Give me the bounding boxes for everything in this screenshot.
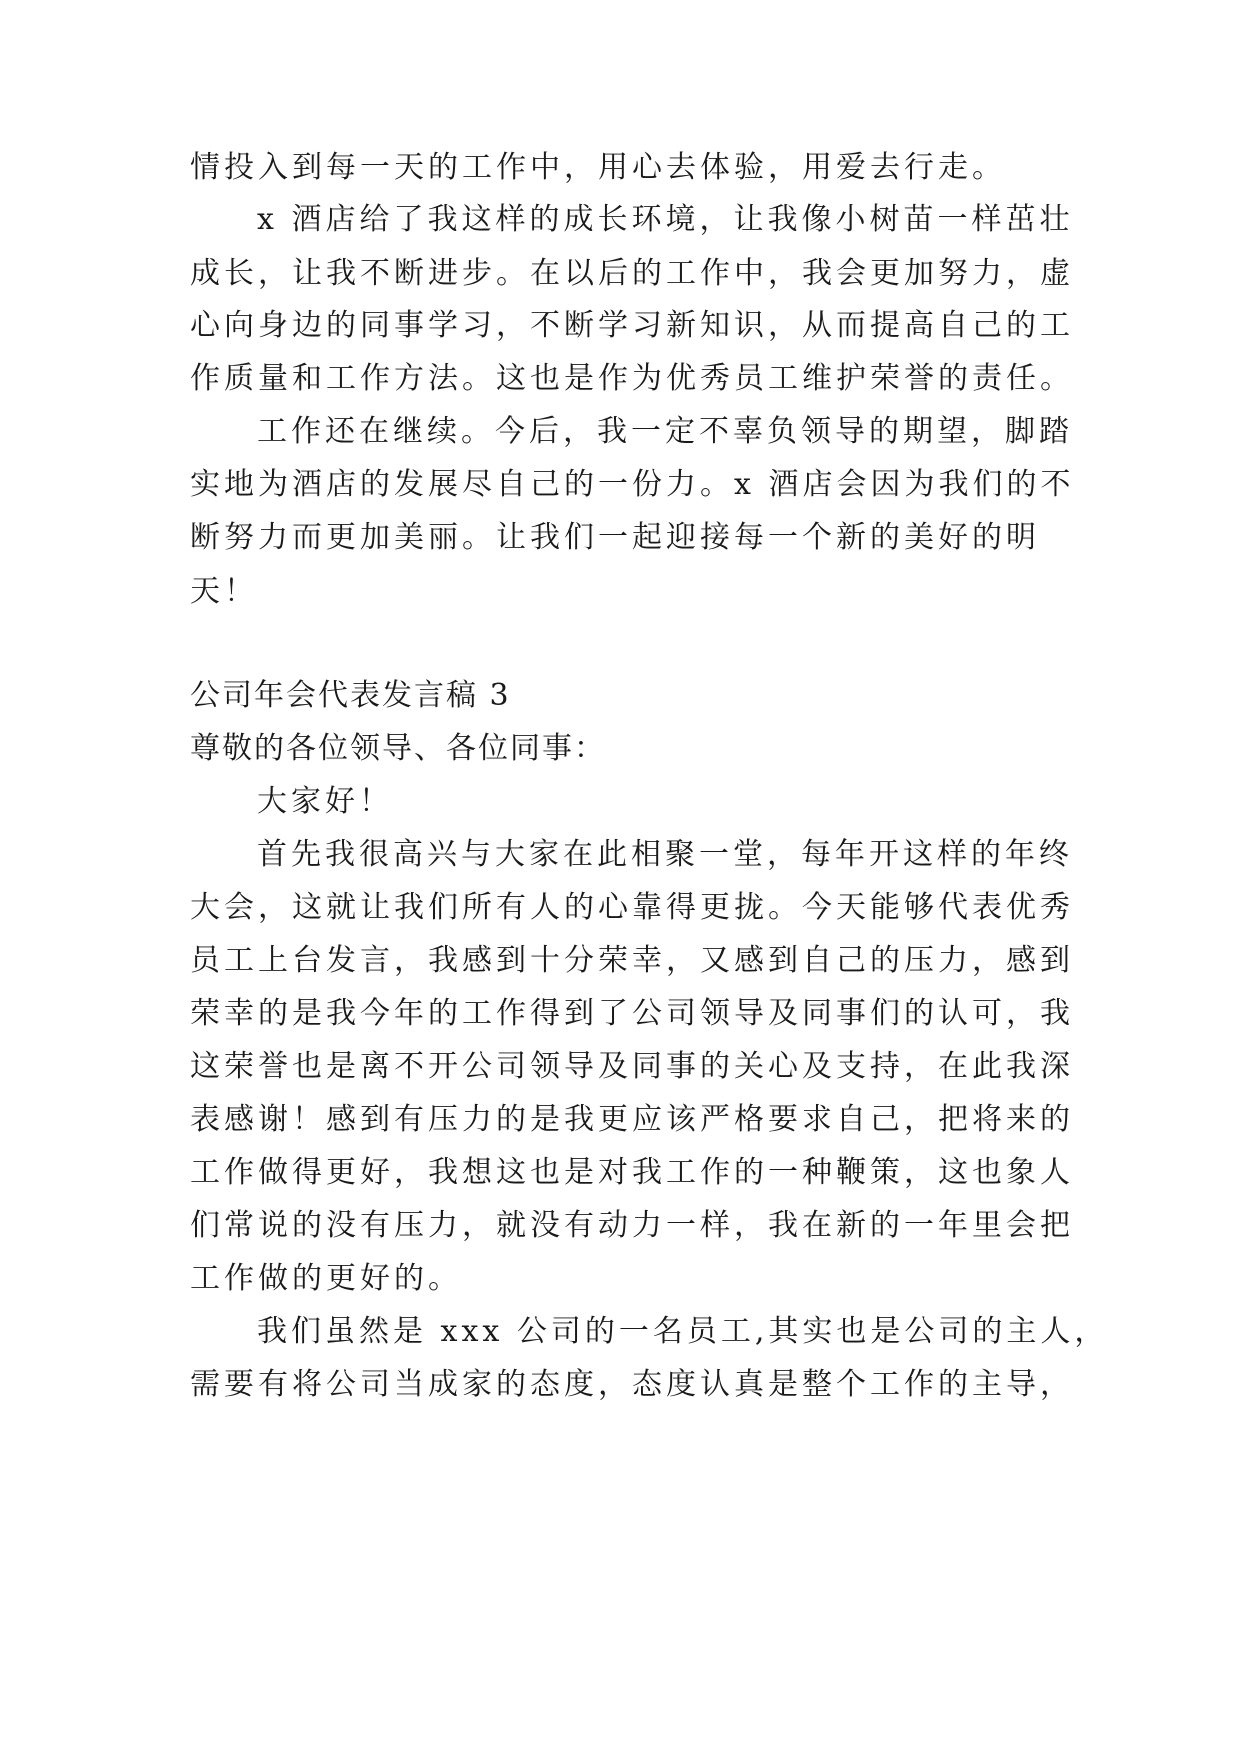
- text-line: 员工上台发言，我感到十分荣幸，又感到自己的压力，感到: [190, 943, 1074, 978]
- text-line: 实地为酒店的发展尽自己的一份力。x 酒店会因为我们的不: [190, 467, 1075, 502]
- text-line: 工作还在继续。今后，我一定不辜负领导的期望，脚踏: [257, 414, 1073, 449]
- text-line: 需要有将公司当成家的态度，态度认真是整个工作的主导，: [190, 1367, 1074, 1402]
- text-line: 天！: [190, 574, 258, 609]
- text-line: 这荣誉也是离不开公司领导及同事的关心及支持，在此我深: [190, 1049, 1074, 1084]
- text-line: 工作做的更好的。: [190, 1261, 462, 1296]
- text-line: 们常说的没有压力，就没有动力一样，我在新的一年里会把: [190, 1208, 1074, 1243]
- text-line: 工作做得更好，我想这也是对我工作的一种鞭策，这也象人: [190, 1155, 1074, 1190]
- text-line: 我们虽然是 xxx 公司的一名员工,其实也是公司的主人，: [257, 1314, 1109, 1349]
- greeting: 大家好！: [257, 784, 393, 819]
- text-line: 荣幸的是我今年的工作得到了公司领导及同事们的认可，我: [190, 996, 1074, 1031]
- salutation: 尊敬的各位领导、各位同事：: [190, 731, 606, 766]
- section-title: 公司年会代表发言稿 3: [190, 678, 511, 713]
- text-line: 表感谢！感到有压力的是我更应该严格要求自己，把将来的: [190, 1102, 1074, 1137]
- text-line: 成长，让我不断进步。在以后的工作中，我会更加努力，虚: [190, 256, 1074, 291]
- text-line: 心向身边的同事学习，不断学习新知识，从而提高自己的工: [190, 308, 1074, 343]
- text-line: 断努力而更加美丽。让我们一起迎接每一个新的美好的明: [190, 520, 1040, 555]
- text-line: x 酒店给了我这样的成长环境，让我像小树苗一样茁壮: [257, 202, 1074, 237]
- text-line: 首先我很高兴与大家在此相聚一堂，每年开这样的年终: [257, 837, 1073, 872]
- text-line: 情投入到每一天的工作中，用心去体验，用爱去行走。: [190, 150, 1006, 185]
- text-line: 大会，这就让我们所有人的心靠得更拢。今天能够代表优秀: [190, 890, 1074, 925]
- text-line: 作质量和工作方法。这也是作为优秀员工维护荣誉的责任。: [190, 361, 1074, 396]
